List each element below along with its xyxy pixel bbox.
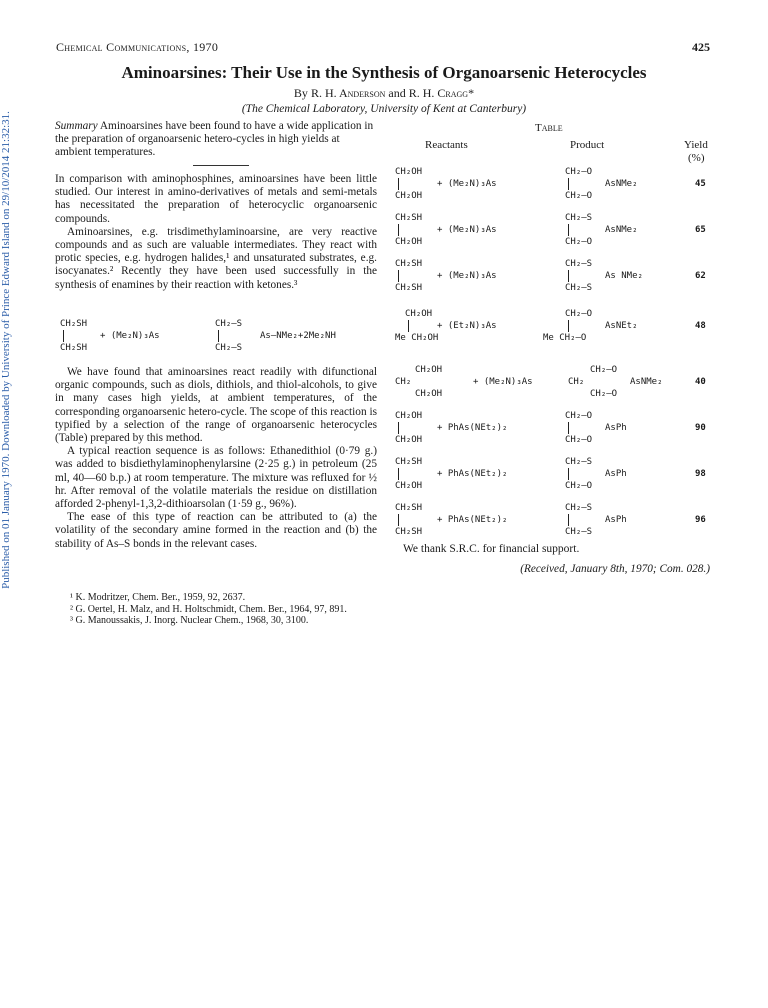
table-header-product: Product: [570, 139, 605, 151]
reactant-top: CH₂SH: [395, 457, 423, 467]
product-bond: [568, 270, 569, 282]
reactant-top: CH₂SH: [395, 213, 423, 223]
table-header-yield-unit: (%): [688, 152, 705, 164]
affiliation: (The Chemical Laboratory, University of Kent at Canterbury): [241, 103, 527, 115]
reagent: + PhAs(NEt₂)₂: [437, 515, 508, 525]
reactant-bond: [398, 224, 399, 236]
product-bottom: CH₂—S: [565, 527, 593, 537]
product-top: CH₂—O: [565, 167, 593, 177]
paragraph-2: Aminoarsines, e.g. trisdimethylaminoarsine, are very reactive compounds and as such are valuable intermediates. They react with protic species, e.g. hydrogen halides,¹ and unsaturated substrates, e.g. isocyanates.² Recently they have been used successfully in the synthesis of enamines by their reaction with ketones.³: [55, 225, 377, 291]
reactant-top: CH₂OH: [415, 365, 443, 375]
product-bond: [568, 422, 569, 434]
reactant-top: CH₂SH: [395, 259, 423, 269]
scheme-reactant-bottom: CH₂SH: [60, 343, 88, 353]
reactant-bond: [408, 320, 409, 332]
table-row: [395, 502, 715, 542]
product-bond: [568, 320, 569, 332]
acknowledgement: We thank S.R.C. for financial support.: [403, 543, 580, 555]
table-row: [395, 258, 715, 298]
summary-divider: [193, 165, 249, 166]
reactant-bond: [398, 468, 399, 480]
summary-label: Summary: [55, 120, 98, 132]
yield-value: 96: [695, 515, 706, 525]
table-row: [395, 166, 715, 206]
summary-text: Aminoarsines have been found to have a wide application in the preparation of organoarsenic hetero-cycles in high yields at ambient temperatures.: [55, 120, 374, 159]
author-prefix: By: [293, 86, 308, 100]
reagent: + (Me₂N)₃As: [437, 179, 497, 189]
reference-3: ³ G. Manoussakis, J. Inorg. Nuclear Chem., 1968, 30, 3100.: [70, 615, 309, 626]
reactant-bottom: CH₂OH: [395, 237, 423, 247]
product-bottom: CH₂—O: [565, 435, 593, 445]
running-header-journal: Chemical Communications, 1970: [56, 40, 219, 54]
reactant-top: CH₂SH: [395, 503, 423, 513]
table-header-yield: Yield: [684, 139, 708, 151]
reagent: + PhAs(NEt₂)₂: [437, 469, 508, 479]
product-bottom: CH₂—O: [565, 191, 593, 201]
table-body: [395, 166, 715, 536]
yield-value: 98: [695, 469, 706, 479]
yield-value: 40: [695, 377, 706, 387]
product-top: CH₂—O: [565, 309, 593, 319]
scheme-product-bond: [218, 330, 219, 342]
body-main: [55, 366, 377, 551]
scheme-bond: [63, 330, 64, 342]
product-bottom: CH₂—S: [565, 283, 593, 293]
references: [70, 592, 347, 627]
reference-2: ² G. Oertel, H. Malz, and H. Holtschmidt, Chem. Ber., 1964, 97, 891.: [70, 603, 347, 615]
product-arsenic: AsNMe₂: [605, 225, 638, 235]
product-middle: CH₂: [568, 377, 585, 387]
paragraph-3: We have found that aminoarsines react readily with difunctional organic compounds, such as diols, dithiols, and thiol-alcohols, to give in many cases high yields, at ambient temperatures, of the corresponding organoarsenic hetero-cycle. The scope of this reaction is typified by a selection of the range of organoarsenic heterocycles (Table) prepared by this method.: [55, 366, 377, 445]
reactant-bottom: CH₂OH: [415, 389, 443, 399]
reactant-bottom: CH₂OH: [395, 481, 423, 491]
received-date: (Received, January 8th, 1970; Com. 028.): [520, 563, 710, 575]
author-1: R. H. Anderson: [310, 86, 386, 100]
reactant-top: CH₂OH: [395, 411, 423, 421]
reactant-bond: [398, 270, 399, 282]
yield-value: 45: [695, 179, 706, 189]
product-bond: [568, 224, 569, 236]
reactant-bottom: Me CH₂OH: [395, 333, 439, 343]
product-bond: [568, 514, 569, 526]
reactant-bottom: CH₂OH: [395, 191, 423, 201]
scheme-reagent: + (Me₂N)₃As: [100, 331, 160, 341]
product-arsenic: AsPh: [605, 515, 627, 525]
product-top: CH₂—O: [590, 365, 618, 375]
product-bond: [568, 178, 569, 190]
yield-value: 48: [695, 321, 706, 331]
scheme-product-right: As—NMe₂+2Me₂NH: [260, 331, 336, 341]
table-row: [395, 456, 715, 496]
scheme-product-top: CH₂—S: [215, 319, 243, 329]
product-arsenic: AsNMe₂: [605, 179, 638, 189]
reactant-top: CH₂OH: [395, 167, 423, 177]
reagent: + (Me₂N)₃As: [437, 271, 497, 281]
table-header-reactants: Reactants: [425, 139, 468, 151]
product-top: CH₂—S: [565, 259, 593, 269]
paragraph-1: In comparison with aminophosphines, aminoarsines have been little studied. Our interest in amino-derivatives of metals and semi-metals has necessitated the preparation of heterocyclic organoarsenic compounds.: [55, 173, 377, 225]
product-top: CH₂—S: [565, 457, 593, 467]
reactant-bond: [398, 178, 399, 190]
yield-value: 65: [695, 225, 706, 235]
reaction-scheme: [60, 318, 380, 358]
reference-1: ¹ K. Modritzer, Chem. Ber., 1959, 92, 2637.: [70, 592, 246, 603]
scheme-product-bottom: CH₂—S: [215, 343, 243, 353]
scheme-reactant-top: CH₂SH: [60, 319, 88, 329]
reactant-bottom: CH₂SH: [395, 283, 423, 293]
table-row: [395, 364, 715, 404]
author-2: R. H. Cragg*: [408, 86, 475, 100]
reagent: + (Me₂N)₃As: [437, 225, 497, 235]
reactant-bond: [398, 514, 399, 526]
product-arsenic: AsNMe₂: [630, 377, 663, 387]
table-caption: Table: [535, 122, 563, 134]
summary: [55, 120, 377, 160]
author-and: and: [388, 86, 406, 100]
reactant-middle: CH₂: [395, 377, 412, 387]
download-watermark: Published on 01 January 1970. Downloaded by University of Prince Edward Island on 29/10/2014 21:32:31.: [0, 111, 12, 589]
author-line: [0, 86, 768, 101]
yield-value: 90: [695, 423, 706, 433]
body-intro: [55, 173, 377, 292]
reactant-bottom: CH₂OH: [395, 435, 423, 445]
product-top: CH₂—S: [565, 213, 593, 223]
product-arsenic: As NMe₂: [605, 271, 643, 281]
page-number: 425: [692, 40, 710, 54]
reagent: + PhAs(NEt₂)₂: [437, 423, 508, 433]
product-top: CH₂—S: [565, 503, 593, 513]
reactant-bottom: CH₂SH: [395, 527, 423, 537]
reactant-top: CH₂OH: [405, 309, 433, 319]
article-title: Aminoarsines: Their Use in the Synthesis of Organoarsenic Heterocycles: [121, 63, 647, 82]
product-bottom: CH₂—O: [565, 481, 593, 491]
table-row: [395, 212, 715, 252]
table-row: [395, 410, 715, 450]
product-arsenic: AsPh: [605, 423, 627, 433]
yield-value: 62: [695, 271, 706, 281]
product-top: CH₂—O: [565, 411, 593, 421]
reagent: + (Et₂N)₃As: [437, 321, 497, 331]
product-arsenic: AsNEt₂: [605, 321, 638, 331]
product-bond: [568, 468, 569, 480]
reagent: + (Me₂N)₃As: [473, 377, 533, 387]
product-bottom: Me CH₂—O: [543, 333, 587, 343]
product-bottom: CH₂—O: [565, 237, 593, 247]
table-row: [395, 308, 715, 348]
paragraph-5: The ease of this type of reaction can be attributed to (a) the volatility of the secondary amine formed in the reaction and (b) the stability of As–S bonds in the relevant cases.: [55, 511, 377, 550]
product-bottom: CH₂—O: [590, 389, 618, 399]
paragraph-4: A typical reaction sequence is as follows: Ethanedithiol (0·79 g.) was added to bisdiethylaminophenylarsine (2·25 g.) in petroleum (25 ml, 40—60 b.p.) at room temperature. The mixture was refluxed for ½ hr. After removal of the volatile materials the residue on distillation afforded 2-phenyl-1,3,2-dithioarsolan (1·59 g., 96%).: [55, 445, 377, 511]
product-arsenic: AsPh: [605, 469, 627, 479]
reactant-bond: [398, 422, 399, 434]
